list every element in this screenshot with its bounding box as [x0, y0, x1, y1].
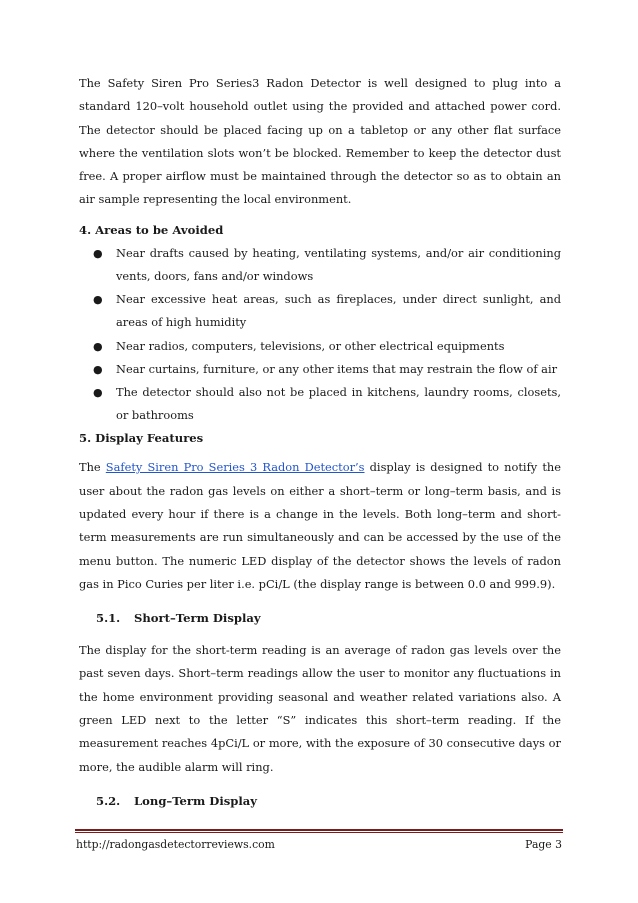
bullet-icon: ●	[93, 246, 103, 260]
bullet-icon: ●	[93, 386, 103, 399]
section-5-heading: 5. Display Features	[79, 431, 204, 446]
section-5-1-heading: 5.1. Short–Term Display	[96, 611, 261, 626]
list-item: ● The detector should also not be placed in kitchens, laundry rooms, closets, or bathrooms	[79, 381, 561, 427]
list-item: ● Near curtains, furniture, or any other items that may restrain the flow of air	[79, 358, 561, 381]
list-item: ● Near radios, computers, televisions, or other electrical equipments	[79, 335, 561, 358]
intro-paragraph: The Safety Siren Pro Series3 Radon Detector is well designed to plug into a standard 120–volt household outlet using the provided and attached power cord. The detector should be placed facing up on a tabletop or any other flat surface where the ventilation slots won’t be blocked. Remember to keep the detector dust free. A proper airflow must be maintained through the detector so as to obtain an air sample representing the local environment.	[79, 76, 561, 207]
list-item: ● Near excessive heat areas, such as fireplaces, under direct sunlight, and areas of high humidity	[79, 288, 561, 334]
bullet-icon: ●	[93, 362, 103, 376]
section-4-heading: 4. Areas to be Avoided	[79, 222, 224, 237]
bullet-icon: ●	[93, 293, 103, 307]
areas-to-avoid-list	[79, 242, 561, 428]
short-term-paragraph: The display for the short-term reading is an average of radon gas levels over the past seven days. Short–term readings allow the user to monitor any fluctuations in the home environment providing seasonal and weather related variations also. A green LED next to the letter “S” indicates this short–term reading. If the measurement reaches 4pCi/L or more, with the exposure of 30 consecutive days or more, the audible alarm will ring.	[79, 643, 561, 774]
list-item: ● Near drafts caused by heating, ventilating systems, and/or air conditioning vents, doors, fans and/or windows	[79, 242, 561, 288]
page-number: Page 3	[525, 838, 562, 851]
detector-review-link[interactable]: Safety Siren Pro Series 3 Radon Detector’s	[105, 460, 365, 475]
footer-url: http://radongasdetectorreviews.com	[76, 838, 275, 851]
bullet-icon: ●	[93, 339, 103, 353]
footer-rule-thin	[75, 832, 563, 833]
page-content	[79, 72, 561, 813]
footer-rule	[75, 829, 563, 831]
section-5-2-heading: 5.2. Long–Term Display	[96, 793, 258, 808]
display-features-paragraph: The Safety Siren Pro Series 3 Radon Detector’s display is designed to notify the user about the radon gas levels on either a short–term or long–term basis, and is updated every hour if there is a change in the levels. Both long–term and short-term measurements are run simultaneously and can be accessed by the use of the menu button. The numeric LED display of the detector shows the levels of radon gas in Pico Curies per liter i.e. pCi/L (the display range is between 0.0 and 999.9).	[79, 460, 561, 591]
